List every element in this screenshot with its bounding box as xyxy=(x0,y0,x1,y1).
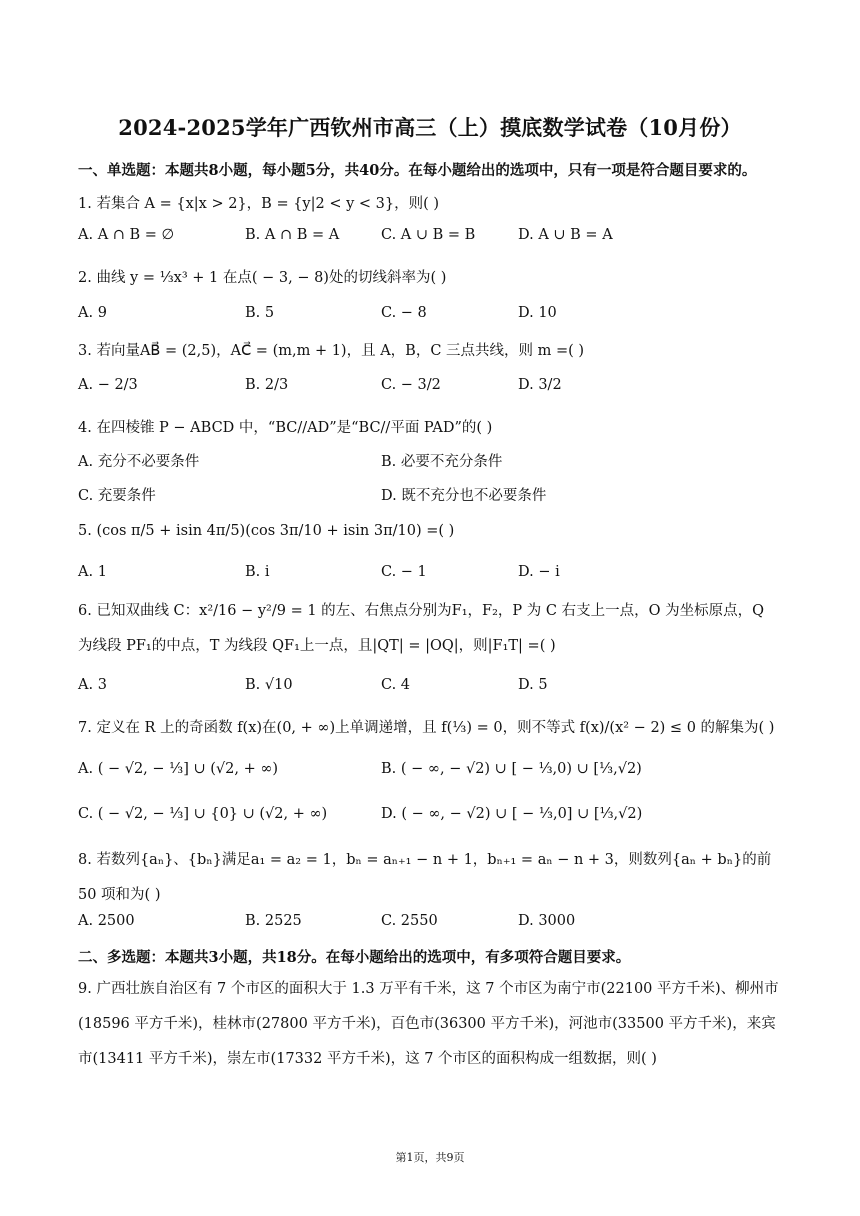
option-b[interactable]: B. 2/3 xyxy=(245,377,289,393)
option-a[interactable]: A. 1 xyxy=(78,564,107,580)
option-b[interactable]: B. 5 xyxy=(245,305,275,321)
page-footer: 第1页，共9页 xyxy=(395,1151,465,1164)
option-a[interactable]: A. − 2/3 xyxy=(78,377,138,393)
option-a[interactable]: A. 3 xyxy=(78,677,107,693)
option-a[interactable]: A. ( − √2, − ⅓] ∪ (√2, + ∞) xyxy=(78,761,279,777)
option-d[interactable]: D. 3000 xyxy=(518,913,576,929)
option-c[interactable]: C. 2550 xyxy=(381,913,438,929)
option-d[interactable]: D. 10 xyxy=(518,305,557,321)
question-5-stem: 5. (cos π/5 + isin 4π/5)(cos 3π/10 + isin 3π/10) =( ) xyxy=(78,523,455,539)
option-c[interactable]: C. − 3/2 xyxy=(381,377,441,393)
option-c[interactable]: C. 充要条件 xyxy=(78,488,156,504)
option-c[interactable]: C. 4 xyxy=(381,677,411,693)
question-4-options-row2 xyxy=(78,484,782,506)
option-a[interactable]: A. 充分不必要条件 xyxy=(78,454,200,470)
option-d[interactable]: D. 3/2 xyxy=(518,377,562,393)
option-b[interactable]: B. 必要不充分条件 xyxy=(381,454,503,470)
question-4-options-row1 xyxy=(78,450,782,472)
question-5-options xyxy=(78,564,782,586)
option-d[interactable]: D. A ∪ B = A xyxy=(518,227,613,243)
question-2-options xyxy=(78,305,782,327)
option-c[interactable]: C. A ∪ B = B xyxy=(381,227,476,243)
question-9-stem: 9. 广西壮族自治区有 7 个市区的面积大于 1.3 万平有千米，这 7 个市区为南宁市(22100 平方千米)、柳州市(18596 平方千米)，桂林市(27800 平方千米)，百色市(36300 平方千米)，河池市(33500 平方千米)，来宾市(13411 平方千米)，崇左市(17332 平方千米)，这 7 个市区的面积构成一组数据，则( ) xyxy=(78,981,779,1067)
option-d[interactable]: D. − i xyxy=(518,564,560,580)
question-7-stem: 7. 定义在 R 上的奇函数 f(x)在(0, + ∞)上单调递增，且 f(⅓) = 0，则不等式 f(x)/(x² − 2) ≤ 0 的解集为( ) xyxy=(78,720,775,736)
question-4-stem: 4. 在四棱锥 P − ABCD 中，“BC//AD”是“BC//平面 PAD”的( ) xyxy=(78,420,493,436)
question-8-stem: 8. 若数列{aₙ}、{bₙ}满足a₁ = a₂ = 1，bₙ = aₙ₊₁ − n + 1，bₙ₊₁ = aₙ − n + 3，则数列{aₙ + bₙ}的前 50 项和为( ) xyxy=(78,852,772,903)
question-7-options-row1 xyxy=(78,761,782,783)
option-b[interactable]: B. 2525 xyxy=(245,913,302,929)
question-6-stem: 6. 已知双曲线 C：x²/16 − y²/9 = 1 的左、右焦点分别为F₁，F₂，P 为 C 右支上一点，O 为坐标原点，Q 为线段 PF₁的中点，T 为线段 QF₁上一点，且|QT| = |OQ|，则|F₁T| =( ) xyxy=(78,603,764,654)
option-b[interactable]: B. i xyxy=(245,564,270,580)
question-1-stem: 1. 若集合 A = {x|x > 2}，B = {y|2 < y < 3}，则( ) xyxy=(78,196,440,212)
question-6-options xyxy=(78,677,782,699)
option-d[interactable]: D. 5 xyxy=(518,677,548,693)
question-1-options xyxy=(78,227,782,249)
option-d[interactable]: D. 既不充分也不必要条件 xyxy=(381,488,547,504)
question-8-options xyxy=(78,913,782,935)
question-2-stem: 2. 曲线 y = ⅓x³ + 1 在点( − 3, − 8)处的切线斜率为( ) xyxy=(78,270,447,286)
option-b[interactable]: B. A ∩ B = A xyxy=(245,227,340,243)
option-a[interactable]: A. 2500 xyxy=(78,913,135,929)
question-3-options xyxy=(78,377,782,399)
option-c[interactable]: C. − 8 xyxy=(381,305,427,321)
option-a[interactable]: A. 9 xyxy=(78,305,107,321)
option-c[interactable]: C. ( − √2, − ⅓] ∪ {0} ∪ (√2, + ∞) xyxy=(78,806,328,822)
option-d[interactable]: D. ( − ∞, − √2) ∪ [ − ⅓,0] ∪ [⅓,√2) xyxy=(381,806,643,822)
question-7-options-row2 xyxy=(78,806,782,828)
option-a[interactable]: A. A ∩ B = ∅ xyxy=(78,227,175,243)
option-c[interactable]: C. − 1 xyxy=(381,564,427,580)
section-heading-single-choice: 一、单选题：本题共8小题，每小题5分，共40分。在每小题给出的选项中，只有一项是符合题目要求的。 xyxy=(78,162,757,179)
option-b[interactable]: B. ( − ∞, − √2) ∪ [ − ⅓,0) ∪ [⅓,√2) xyxy=(381,761,642,777)
section-heading-multiple-choice: 二、多选题：本题共3小题，共18分。在每小题给出的选项中，有多项符合题目要求。 xyxy=(78,949,631,966)
question-3-stem: 3. 若向量AB⃗ = (2,5)，AC⃗ = (m,m + 1)，且 A，B，C 三点共线，则 m =( ) xyxy=(78,343,585,359)
exam-title: 2024-2025学年广西钦州市高三（上）摸底数学试卷（10月份） xyxy=(118,115,742,140)
option-b[interactable]: B. √10 xyxy=(245,677,293,693)
